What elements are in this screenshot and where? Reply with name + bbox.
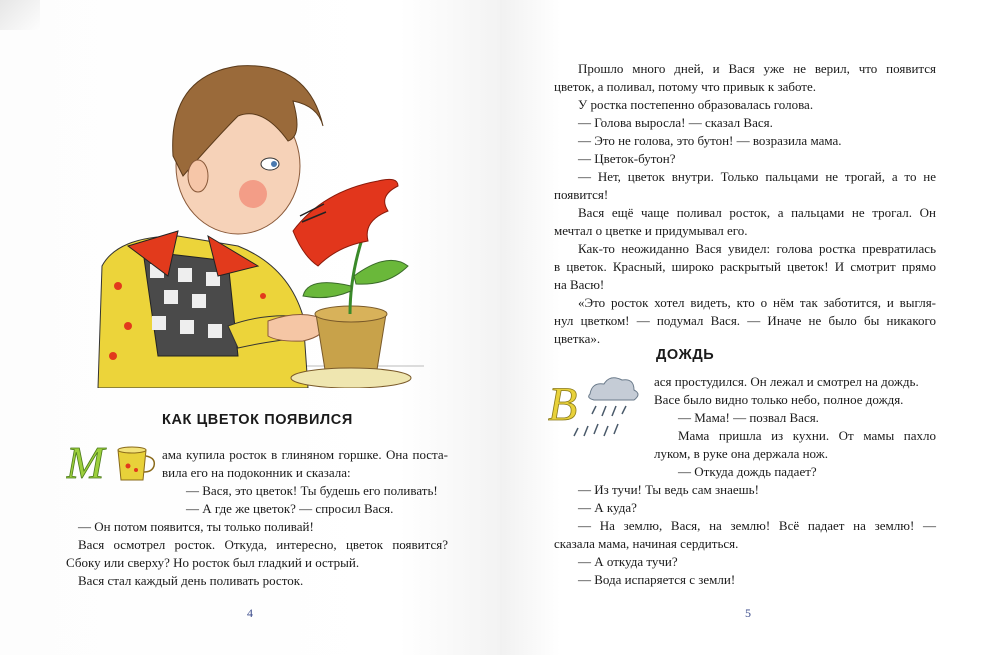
text-line: нул цветком! — подумал Вася. — Иначе не было бы никакого	[554, 313, 936, 328]
text-line: Мама пришла из кухни. От мамы пахло	[678, 428, 936, 443]
text-line: — Вася, это цветок! Ты будешь его поливать!	[186, 483, 438, 498]
story-title: КАК ЦВЕТОК ПОЯВИЛСЯ	[162, 412, 353, 428]
flower-leaf	[354, 260, 408, 284]
text-line: на Васю!	[554, 277, 605, 292]
flower-pot	[316, 314, 386, 376]
text-line: в цветок. Красный, широко раскрытый цветок! И смотрит прямо	[554, 259, 936, 274]
text-line: У ростка постепенно образовалась голова.	[578, 97, 814, 112]
text-line: — Цветок-бутон?	[578, 151, 676, 166]
dropcap-v-with-cloud	[548, 372, 648, 452]
text-line: Сбоку или сверху? Но росток был гладкий и острый.	[66, 555, 360, 570]
story-title-2: ДОЖДЬ	[656, 347, 715, 363]
text-line: «Это росток хотел видеть, кто о нём так заботится, и выгля-	[578, 295, 936, 310]
boy-with-flower-illustration	[88, 36, 424, 388]
text-line: вила его на подоконник и сказала:	[162, 465, 351, 480]
text-line: Прошло много дней, и Вася уже не верил, что появится	[578, 61, 936, 76]
text-line: — Голова выросла! — сказал Вася.	[578, 115, 773, 130]
text-line: — Из тучи! Ты ведь сам знаешь!	[578, 482, 759, 497]
boy-ear	[188, 160, 208, 192]
text-line: ама купила росток в глиняном горшке. Она поста-	[162, 447, 448, 462]
text-line: Вася осмотрел росток. Откуда, интересно, цветок появится?	[78, 537, 448, 552]
page-number: 5	[745, 606, 751, 620]
text-line: — Вода испаряется с земли!	[578, 572, 736, 587]
page-corner-shadow	[0, 0, 40, 30]
text-line: мечтал о цветке и придумывал его.	[554, 223, 748, 238]
text-line: луком, в руке она держала нож.	[654, 446, 828, 461]
text-line: цветок, а поливал, потому что привык к заботе.	[554, 79, 816, 94]
text-line: — Откуда дождь падает?	[678, 464, 817, 479]
text-line: — А откуда тучи?	[578, 554, 678, 569]
text-line: — Нет, цветок внутри. Только пальцами не трогай, а то не	[578, 169, 936, 184]
text-line: сказала мама, начиная сердиться.	[554, 536, 739, 551]
flower-leaf	[303, 283, 351, 298]
text-line: — Это не голова, это бутон! — возразила мама.	[578, 133, 842, 148]
text-line: — Мама! — позвал Вася.	[678, 410, 819, 425]
text-line: — А где же цветок? — спросил Вася.	[186, 501, 394, 516]
pot-saucer	[291, 368, 411, 388]
text-line: появится!	[554, 187, 609, 202]
text-line: Как-то неожиданно Вася увидел: голова ростка превратилась	[578, 241, 936, 256]
text-line: — Он потом появится, ты только поливай!	[78, 519, 314, 534]
dropcap-letter: В	[548, 378, 578, 431]
red-flower	[293, 179, 398, 266]
dropcap-m-with-cup	[66, 436, 162, 486]
dropcap-letter: М	[66, 437, 105, 486]
text-line: — А куда?	[578, 500, 637, 515]
text-line: цветка».	[554, 331, 601, 346]
right-page	[500, 0, 1000, 655]
text-line: — На землю, Вася, на землю! Всё падает на землю! —	[578, 518, 936, 533]
text-line: Вася стал каждый день поливать росток.	[78, 573, 304, 588]
text-line: Вася ещё чаще поливал росток, а пальцами не трогал. Он	[578, 205, 936, 220]
rain-cloud-icon	[574, 378, 638, 436]
text-line: ася простудился. Он лежал и смотрел на дождь.	[654, 374, 919, 389]
page-number: 4	[247, 606, 253, 620]
text-line: Васе было видно только небо, полное дождя.	[654, 392, 904, 407]
boy-cheek	[239, 180, 267, 208]
cup-icon	[118, 447, 154, 480]
